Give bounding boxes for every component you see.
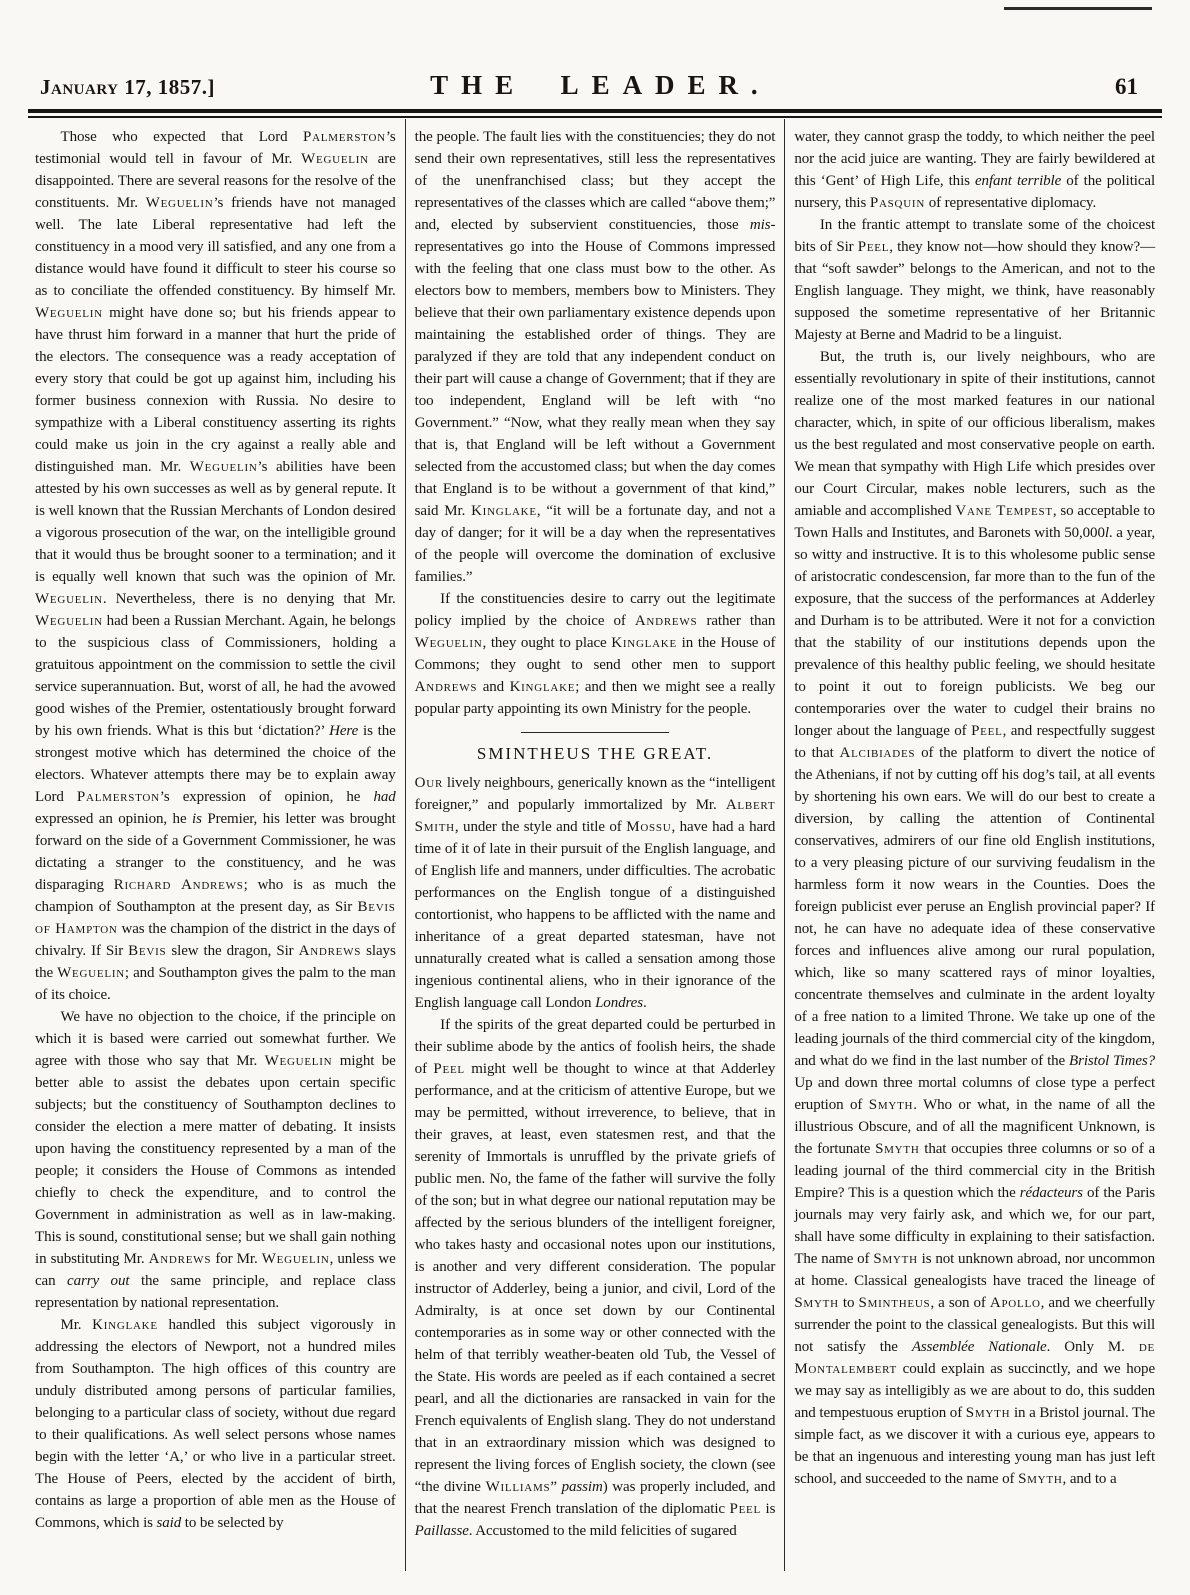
paragraph: But, the truth is, our lively neighbours, who are essentially revolutionary in spite of their institutions, cannot realize one of the most marked features in our national character, which, in spite of our officious liberalism, makes us the best regulated and most conservative people on earth. We mean that sympathy with High Life which presides over our Court Circular, makes noble lecturers, such as the amiable and accomplished Vane Tempest, so acceptable to Town Halls and Institutes, and Baronets with 50,000l. a year, so witty and instructive. It is to this wholesome public sense of aristocratic condescension, far more than to the fun of the exposure, that the success of the performances at Adderley and Durham is to be attributed. Were it not for a conviction that the stability of our institutions depends upon the prevalence of this healthy public feeling, we should hesitate to point it out to foreign publicists. We beg our contemporaries over the water to cudgel their brains no longer about the language of Peel, and respectfully suggest to that Alcibiades of the platform to divert the notice of the Athenians, if not by cutting off his dog’s tail, at all events by shortening his own ears. We will do our best to create a diversion, by calling the attention of Continental conservatives, admirers of our fine old English institutions, to a very pleasing picture of our surviving feudalism in the harmless form it now wears in the Counties. Does the foreign publicist ever peruse an English provincial paper? If not, he can have no adequate idea of these conservative forces and influences alive among our rural population, which, like so many scattered rays of minor loyalties, concentrate themselves and culminate in the ardent loyalty of a free nation to a limited Throne. We take up one of the leading journals of the third commercial city of the kingdom, and what do we find in the last number of the Bristol Times? Up and down three mortal columns of close type a perfect eruption of Smyth. Who or what, in the name of all the illustrious Obscure, and of all the magnificent Unknown, is the fortunate Smyth that occupies three columns or so of a leading journal of the third commercial city in the British Empire? This is a question which the rédacteurs of the Paris journals may very fairly ask, and which we, for our part, shall have some difficulty in explaining to their satisfaction. The name of Smyth is not unknown abroad, nor uncommon at home. Classical genealogists have traced the lineage of Smyth to Smintheus, a son of Apollo, and we cheerfully surrender the point to the classical genealogists. But this will not satisfy the Assemblée Nationale. Only M. de Montalembert could explain as succinctly, and we hope we may say as intelligibly as we are about to do, this sudden and tempestuous eruption of Smyth in a Bristol journal. The simple fact, as we discover it with a curious eye, appears to be that an ingenuous and interesting young man has just left school, and succeeded to the name of Smyth, and to a xyxy=(794,349,1156,1487)
page-title: THE LEADER. xyxy=(430,70,771,100)
paragraph: If the constituencies desire to carry out the legitimate policy implied by the choice of Andrews rather than Weguelin, they ought to place Kinglake in the House of Commons; they ought to send other men to support Andrews and Kinglake; and then we might see a really popular party appointing its own Ministry for the people. xyxy=(414,591,776,717)
paragraph: Mr. Kinglake handled this subject vigorously in addressing the electors of Newport, not a hundred miles from Southampton. The high offices of this country are unduly distributed among persons of particular families, belonging to a particular class of society, without due regard to their qualifications. As well select persons whose names begin with the letter ‘A,’ or who live in a particular street. The House of Peers, elected by the accident of birth, contains as large a proportion of able men as the House of Commons, which is said to be selected by xyxy=(35,1317,396,1531)
masthead xyxy=(26,0,1164,109)
masthead-divider xyxy=(28,109,1162,118)
issue-date: January 17, 1857.] xyxy=(40,75,215,99)
paragraph: In the frantic attempt to translate some of the choicest bits of Sir Peel, they know not—how should they know?—that “soft sawder” belongs to the American, and not to the English language. They might, we think, have reasonably supposed the sometime representative of her Britannic Majesty at Berne and Madrid to be a linguist. xyxy=(794,217,1156,343)
paragraph: water, they cannot grasp the toddy, to which neither the peel nor the acid juice are wanting. They are fairly bewildered at this ‘Gent’ of High Life, this enfant terrible of the political nursery, this Pasquin of representative diplomacy. xyxy=(794,129,1156,211)
section-divider xyxy=(521,732,669,733)
column-1 xyxy=(26,119,405,1571)
column-2 xyxy=(405,119,785,1571)
article-heading: SMINTHEUS THE GREAT. xyxy=(476,744,714,763)
column-layout xyxy=(26,119,1164,1571)
paragraph: We have no objection to the choice, if the principle on which it is based were carried out somewhat further. We agree with those who say that Mr. Weguelin might be better able to assist the debates upon certain specific subjects; but the constituency of Southampton declines to consider the election a mere matter of debating. It insists upon having the constituency represented by a man of the people; it considers the House of Commons as intended chiefly to check the expenditure, and to control the Government in administration as well as in law-making. This is sound, constitutional sense; but we shall gain nothing in substituting Mr. Andrews for Mr. Weguelin, unless we can carry out the same principle, and replace class representation by national representation. xyxy=(35,1009,396,1311)
column-3 xyxy=(784,119,1164,1571)
paragraph: the people. The fault lies with the constituencies; they do not send their own representatives, still less the representatives of the unenfranchised class; but they accept the representatives of the classes which are called “above them;” and, elected by subservient constituencies, those mis-representatives go into the House of Commons impressed with the feeling that one class must bow to the other. As electors bow to members, members bow to Ministers. They believe that their own parliamentary existence depends upon maintaining the established order of things. They are paralyzed if they are told that any independent conduct on their part will cause a change of Government; that if they are too independent, England will be left with “no Government.” “Now, what they really mean when they say that is, that England will be left without a Government selected from the accustomed class; but when the day comes that England is to be without a government of that kind,” said Mr. Kinglake, “it will be a fortunate day, and not a day of danger; for it will be a day when the representatives of the people will overcome the domination of exclusive families.” xyxy=(414,129,776,585)
scan-edge-rule xyxy=(1004,7,1152,10)
page-number: 61 xyxy=(1115,74,1138,99)
paragraph: Those who expected that Lord Palmerston’s testimonial would tell in favour of Mr. Weguelin are disappointed. There are several reasons for the resolve of the constituents. Mr. Weguelin’s friends have not managed well. The late Liberal representative had left the constituency in a mood very ill satisfied, and any one from a distance would have found it difficult to steer his course so as to conciliate the offended constituency. By himself Mr. Weguelin might have done so; but his friends appear to have thrust him forward in a manner that hurt the pride of the electors. The consequence was a ready acceptation of every story that could be got up against him, including his former business connexion with Russia. No desire to sympathize with a Liberal constituency asserting its rights could make us join in the cry against a really able and distinguished man. Mr. Weguelin’s abilities have been attested by his own successes as well as by general repute. It is well known that the Russian Merchants of London desired a vigorous prosecution of the war, on the intelligible ground that it would thus be brought sooner to a termination; and it is equally well known that such was the opinion of Mr. Weguelin. Nevertheless, there is no denying that Mr. Weguelin had been a Russian Merchant. Again, he belongs to the suspicious class of Commissioners, holding a gratuitous appointment on the commission to settle the civil service superannuation. But, worst of all, he had the avowed good wishes of the Premier, ostentatiously brought forward by his own friends. What is this but ‘dictation?’ Here is the strongest motive which has determined the choice of the electors. Whatever attempts there may be to explain away Lord Palmerston’s expression of opinion, he had expressed an opinion, he is Premier, his letter was brought forward on the side of a Government Commissioner, he was dictating a stranger to the constituency, and he was disparaging Richard Andrews; who is as much the champion of Southampton at the present day, as Sir Bevis of Hampton was the champion of the district in the days of chivalry. If Sir Bevis slew the dragon, Sir Andrews slays the Weguelin; and Southampton gives the palm to the man of its choice. xyxy=(35,129,396,1003)
paragraph: If the spirits of the great departed could be perturbed in their sublime abode by the antics of foolish heirs, the shade of Peel might well be thought to wince at that Adderley performance, and at the criticism of attentive Europe, but we may be permitted, without irreverence, to believe, that in their graves, at least, even statesmen rest, and that the serenity of Immortals is unruffled by the private griefs of public men. No, the fame of the father will survive the folly of the son; but in what degree our national reputation may be affected by the serious blunders of the intelligent foreigner, who takes hasty and occasional notes upon our institutions, is another and very different consideration. The popular instructor of Adderley, being a junior, and civil, Lord of the Admiralty, is at once set down by our Continental contemporaries as in some way or other connected with the helm of that terribly weather-beaten old Tub, the Vessel of the State. His words are peeled as if each contained a secret pearl, and all the dictionaries are ransacked in vain for the French equivalents of English slang. They do not understand that in an extraordinary mission which was designed to represent the living forces of English society, the clown (see “the divine Williams” passim) was properly included, and that the nearest French translation of the diplomatic Peel is Paillasse. Accustomed to the mild felicities of sugared xyxy=(414,1017,776,1539)
paragraph: Our lively neighbours, generically known as the “intelligent foreigner,” and popularly immortalized by Mr. Albert Smith, under the style and title of Mossu, have had a hard time of it of late in their pursuit of the English language, and of English life and manners, under difficulties. The acrobatic performances on the English tongue of a distinguished contortionist, who happens to be afflicted with the name and inheritance of a great departed statesman, have not unnaturally created what is called a sensation among those ingenious continental aliens, who in their ignorance of the English language call London Londres. xyxy=(414,775,776,1011)
